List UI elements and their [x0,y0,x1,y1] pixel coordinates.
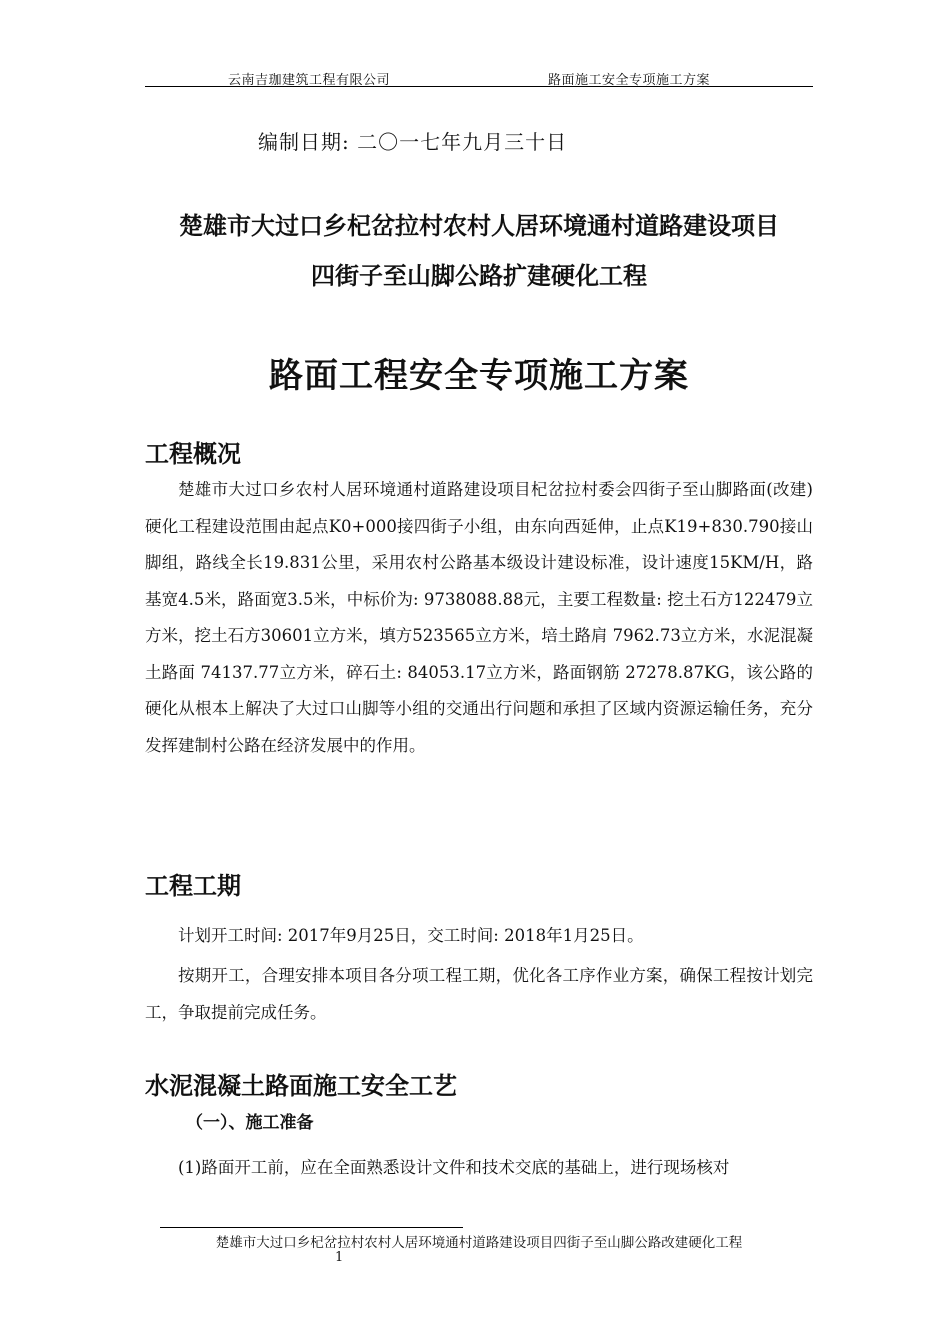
schedule-paragraph-1: 计划开工时间: 2017年9月25日，交工时间: 2018年1月25日。 [178,926,644,945]
compile-date: 编制日期: 二〇一七年九月三十日 [258,130,568,154]
schedule-paragraph-2: 按期开工，合理安排本项目各分项工程工期，优化各工序作业方案，确保工程按计划完工，争取提前完成任务。 [145,966,813,1022]
header-divider [145,86,813,87]
heading-craft: 水泥混凝土路面施工安全工艺 [145,1072,457,1100]
subheading-preparation: （一）、施工准备 [186,1113,314,1133]
document-title: 路面工程安全专项施工方案 [269,356,689,396]
header-doc-name: 路面施工安全专项施工方案 [548,73,711,88]
overview-paragraph: 楚雄市大过口乡农村人居环境通村道路建设项目杞岔拉村委会四街子至山脚路面(改建)硬化工程建设范围由起点K0+000接四街子小组，由东向西延伸，止点K19+830.790接山脚组，路线全长19.831公里，采用农村公路基本级设计建设标准，设计速度15KM/H，路基宽4.5米，路面宽3.5米，中标价为: 9738088.88元，主要工程数量: 挖土石方122479立方米，挖土石方30601立方米，填方523565立方米，培土路肩 7962.73立方米，水泥混凝土路面 74137.77立方米，碎石土: 84053.17立方米，路面钢筋 27278.87KG，该公路的硬化从根本上解决了大过口山脚等小组的交通出行问题和承担了区域内资源运输任务，充分发挥建制村公路在经济发展中的作用。 [145,480,813,755]
header-company: 云南吉珈建筑工程有限公司 [228,73,391,88]
heading-schedule: 工程工期 [145,872,241,900]
preparation-item-1: (1)路面开工前，应在全面熟悉设计文件和技术交底的基础上，进行现场核对 [178,1158,730,1177]
project-title-line2: 四街子至山脚公路扩建硬化工程 [311,262,647,290]
project-title-line1: 楚雄市大过口乡杞岔拉村农村人居环境通村道路建设项目 [179,212,779,240]
footer-divider [160,1227,463,1228]
footer-text: 楚雄市大过口乡杞岔拉村农村人居环境通村道路建设项目四街子至山脚公路改建硬化工程 [215,1235,743,1251]
page-number: 1 [335,1250,344,1265]
heading-overview: 工程概况 [145,440,241,468]
